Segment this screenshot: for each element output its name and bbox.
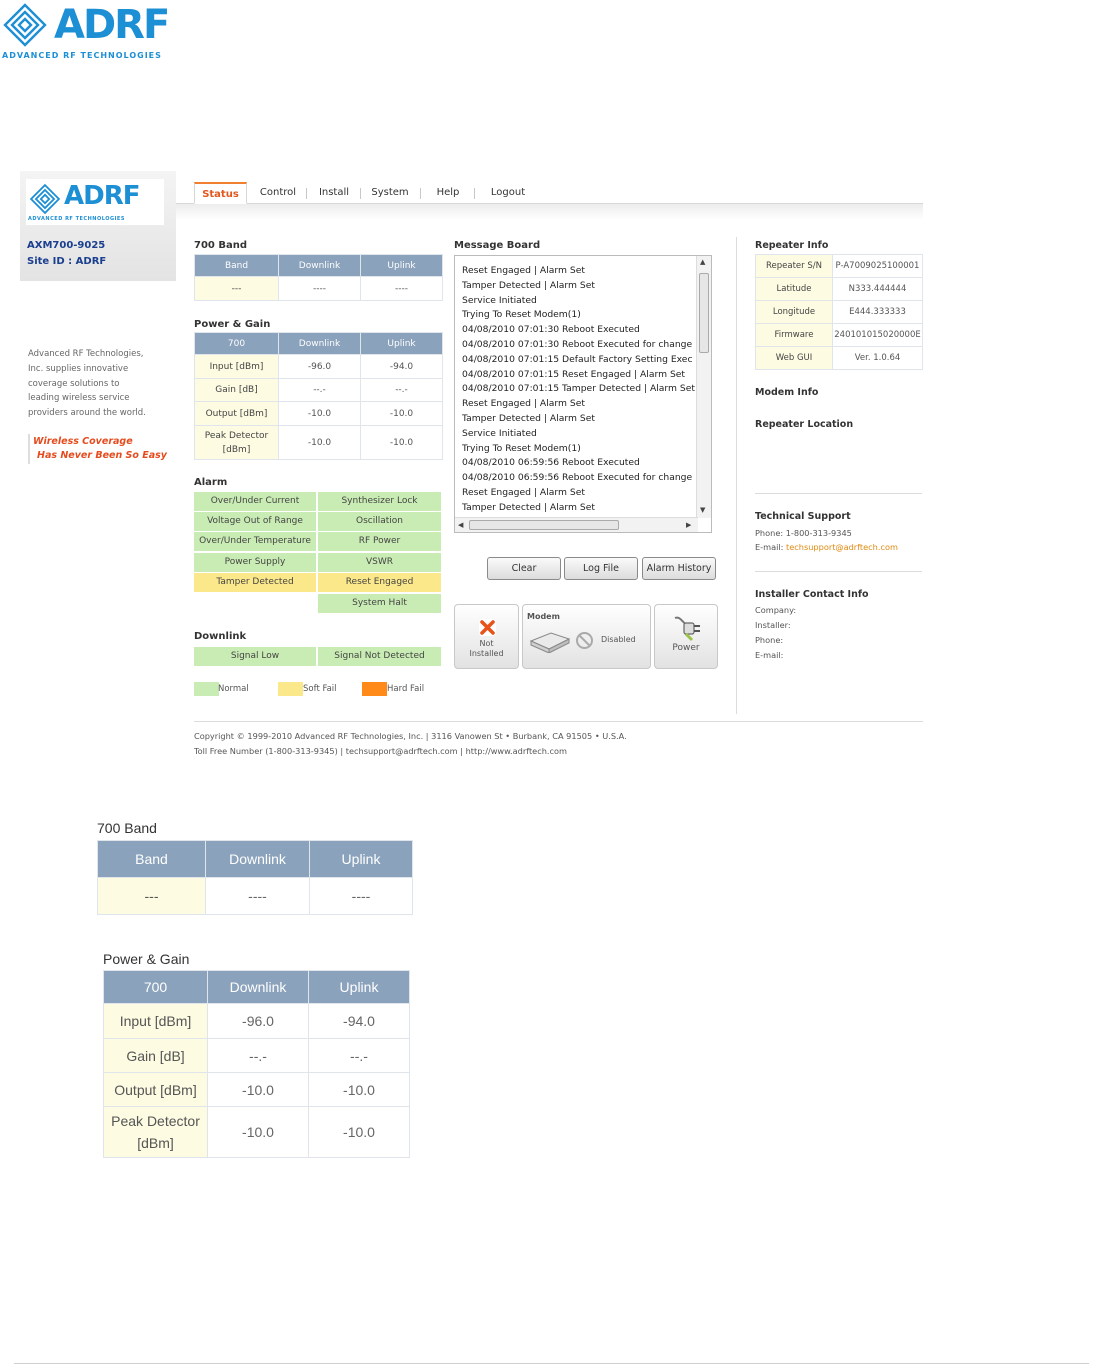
alarm-over-under-current: Over/Under Current [194, 492, 316, 511]
zoom-output-label: Output [dBm] [104, 1073, 208, 1107]
zoom-gain-uplink: --.- [309, 1039, 410, 1073]
message-line: Reset Engaged | Alarm Set [462, 265, 585, 276]
slogan-line-1: Wireless Coverage [33, 436, 133, 447]
longitude-label: Longitude [756, 301, 833, 324]
alarm-oscillation: Oscillation [318, 512, 441, 531]
tab-install[interactable]: Install [318, 187, 350, 198]
legend-soft-fail-swatch [278, 682, 303, 696]
sidebar-logo-tagline: ADVANCED RF TECHNOLOGIES [28, 216, 125, 222]
downlink-signal-not-detected: Signal Not Detected [318, 647, 441, 666]
horizontal-scroll-thumb[interactable] [469, 520, 619, 530]
firmware-value: 240101015020000E [833, 324, 923, 347]
slogan-line-2: Has Never Been So Easy [37, 450, 167, 461]
site-id: Site ID : ADRF [27, 256, 107, 267]
alarm-tamper-detected: Tamper Detected [194, 573, 316, 592]
logo-wordmark: ADRF [54, 2, 169, 48]
web-gui-value: Ver. 1.0.64 [833, 347, 923, 370]
sidebar-logo-wordmark: ADRF [64, 181, 140, 211]
disabled-icon [575, 631, 594, 650]
gain-label: Gain [dB] [195, 379, 279, 402]
log-file-button[interactable]: Log File [564, 557, 638, 580]
downlink-header: Downlink [279, 255, 361, 277]
band-value: --- [195, 277, 279, 301]
latitude-label: Latitude [756, 278, 833, 301]
zoom-band-uplink-value: ---- [310, 878, 413, 915]
sidebar-logo [26, 179, 164, 225]
peak-detector-uplink: -10.0 [361, 426, 443, 460]
scroll-up-icon[interactable]: ▲ [700, 258, 706, 266]
uplink-header: Uplink [361, 255, 443, 277]
alarm-rf-power: RF Power [318, 532, 441, 551]
alarm-vswr: VSWR [318, 553, 441, 572]
latitude-value: N333.444444 [833, 278, 923, 301]
zoom-uplink-header: Uplink [309, 971, 410, 1004]
power-plug-icon [672, 614, 702, 642]
legend-normal-label: Normal [218, 684, 249, 694]
adrf-logo-icon [2, 2, 48, 48]
message-line: Trying To Reset Modem(1) [462, 442, 581, 454]
tab-status[interactable]: Status [194, 182, 247, 204]
downlink-title: Downlink [194, 631, 247, 642]
message-log [462, 264, 698, 516]
band-title: 700 Band [194, 240, 248, 251]
message-line: Service Initiated [462, 427, 537, 439]
alarm-title: Alarm [194, 477, 228, 488]
zoom-power-gain-table [103, 970, 410, 1158]
message-line: Tamper Detected | Alarm Set [462, 501, 595, 513]
support-phone: Phone: 1-800-313-9345 [755, 528, 852, 538]
company-description: Advanced RF Technologies, Inc. supplies innovative coverage solutions to leading wireless service providers around the world. [28, 349, 146, 419]
message-line: 04/08/2010 07:01:15 Reset Engaged | Alarm Set [462, 368, 686, 380]
support-email-row [755, 542, 898, 552]
message-line: Tamper Detected | Alarm Set [462, 412, 595, 424]
downlink-signal-low: Signal Low [194, 647, 316, 666]
installer-phone: Phone: [755, 635, 784, 645]
zoom-peak-detector-label: Peak Detector [dBm] [104, 1107, 208, 1158]
logo-tagline: ADVANCED RF TECHNOLOGIES [2, 51, 162, 60]
close-icon [479, 619, 496, 636]
zoom-peak-detector-downlink: -10.0 [208, 1107, 309, 1158]
footer-copyright: Copyright © 1999-2010 Advanced RF Technologies, Inc. | 3116 Vanowen St • Burbank, CA 91505 • U.S.A. [194, 731, 627, 741]
vertical-scrollbar[interactable] [696, 256, 711, 518]
message-line: Trying To Reset Modem(1) [462, 309, 581, 321]
message-line: Tamper Detected | Alarm Set [462, 279, 595, 291]
not-installed-line-2: Installed [469, 649, 504, 658]
message-line: 04/08/2010 06:59:56 Reboot Executed for change [462, 472, 693, 484]
peak-detector-label: Peak Detector [dBm] [195, 426, 279, 460]
band-700-header: 700 [195, 333, 279, 355]
serial-label: Repeater S/N [756, 255, 833, 278]
zoom-band-table [97, 840, 413, 915]
repeater-info-table [755, 254, 923, 370]
footer-contact: Toll Free Number (1-800-313-9345) | techsupport@adrftech.com | http://www.adrftech.com [194, 746, 567, 756]
message-line: 04/08/2010 07:01:30 Reboot Executed [462, 324, 640, 336]
message-board[interactable] [454, 255, 712, 533]
message-line: Reset Engaged | Alarm Set [462, 398, 585, 410]
modem-info-title: Modem Info [755, 387, 819, 398]
tab-help[interactable]: Help [436, 187, 460, 198]
horizontal-scrollbar[interactable] [455, 517, 698, 532]
divider [755, 571, 922, 572]
zoom-700-header: 700 [104, 971, 208, 1004]
scroll-right-icon[interactable]: ▶ [686, 521, 692, 529]
legend-normal-swatch [194, 682, 219, 696]
modem-panel[interactable] [522, 604, 651, 669]
serial-value: P-A7009025100001 [833, 255, 923, 278]
zoom-band-header: Band [98, 841, 206, 878]
installer-email: E-mail: [755, 650, 784, 660]
tab-control[interactable]: Control [259, 187, 297, 198]
tab-separator [474, 188, 475, 199]
tab-separator [306, 188, 307, 199]
adrf-logo-icon [29, 183, 61, 215]
installer-contact-title: Installer Contact Info [755, 589, 869, 600]
zoom-band-title: 700 Band [97, 820, 157, 836]
model-name: AXM700-9025 [27, 240, 106, 251]
zoom-output-downlink: -10.0 [208, 1073, 309, 1107]
message-line: 04/08/2010 07:01:15 Default Factory Setting Exec [462, 353, 693, 365]
gain-uplink: --.- [361, 379, 443, 402]
power-gain-title: Power & Gain [194, 319, 271, 330]
footer-divider [194, 721, 923, 722]
output-uplink: -10.0 [361, 402, 443, 426]
alarm-system-halt: System Halt [318, 594, 441, 613]
nav-shadow [176, 204, 923, 220]
message-line: Service Initiated [462, 294, 537, 306]
adrf-document-logo [0, 0, 170, 62]
divider [755, 493, 922, 494]
page-bottom-rule [14, 1363, 1089, 1364]
installer-company: Company: [755, 605, 797, 615]
message-line: 04/08/2010 07:01:15 Tamper Detected | Alarm Set [462, 383, 696, 395]
technical-support-title: Technical Support [755, 511, 851, 522]
support-email-label: E-mail: [755, 542, 787, 552]
message-board-title: Message Board [454, 240, 541, 251]
gain-downlink: --.- [279, 379, 361, 402]
message-line: 04/08/2010 06:59:56 Reboot Executed [462, 457, 640, 469]
output-label: Output [dBm] [195, 402, 279, 426]
modem-icon [529, 629, 571, 653]
modem-state: Disabled [601, 635, 636, 644]
legend-hard-fail-label: Hard Fail [387, 684, 425, 694]
zoom-gain-label: Gain [dB] [104, 1039, 208, 1073]
modem-title: Modem [527, 612, 560, 621]
downlink-header: Downlink [279, 333, 361, 355]
alarm-reset-engaged: Reset Engaged [318, 573, 441, 592]
zoom-input-label: Input [dBm] [104, 1004, 208, 1039]
not-installed-panel[interactable] [454, 604, 519, 669]
output-downlink: -10.0 [279, 402, 361, 426]
zoom-downlink-header: Downlink [208, 971, 309, 1004]
alarm-power-supply: Power Supply [194, 553, 316, 572]
scroll-down-icon[interactable]: ▼ [700, 506, 706, 514]
vertical-scroll-thumb[interactable] [699, 273, 709, 353]
support-email-link[interactable]: techsupport@adrftech.com [786, 542, 898, 552]
alarm-over-under-temperature: Over/Under Temperature [194, 532, 316, 551]
tab-logout[interactable]: Logout [490, 187, 526, 198]
zoom-input-uplink: -94.0 [309, 1004, 410, 1039]
not-installed-line-1: Not [479, 639, 494, 648]
installer-name: Installer: [755, 620, 791, 630]
legend-soft-fail-label: Soft Fail [303, 684, 337, 694]
web-gui-label: Web GUI [756, 347, 833, 370]
zoom-power-gain-title: Power & Gain [103, 951, 190, 967]
longitude-value: E444.333333 [833, 301, 923, 324]
input-uplink: -94.0 [361, 355, 443, 379]
zoom-gain-downlink: --.- [208, 1039, 309, 1073]
repeater-info-title: Repeater Info [755, 240, 829, 251]
scroll-left-icon[interactable]: ◀ [458, 521, 464, 529]
band-uplink-value: ---- [361, 277, 443, 301]
zoom-output-uplink: -10.0 [309, 1073, 410, 1107]
web-gui-screenshot [20, 171, 923, 761]
zoom-peak-detector-uplink: -10.0 [309, 1107, 410, 1158]
band-header: Band [195, 255, 279, 277]
alarm-synthesizer-lock: Synthesizer Lock [318, 492, 441, 511]
uplink-header: Uplink [361, 333, 443, 355]
message-line: 04/08/2010 07:01:30 Reboot Executed for change [462, 338, 693, 350]
zoom-downlink-header: Downlink [206, 841, 310, 878]
zoom-band-downlink-value: ---- [206, 878, 310, 915]
legend-hard-fail-swatch [362, 682, 387, 696]
tab-separator [420, 188, 421, 199]
power-gain-table [194, 332, 443, 460]
band-downlink-value: ---- [279, 277, 361, 301]
zoom-input-downlink: -96.0 [208, 1004, 309, 1039]
clear-button[interactable]: Clear [487, 557, 561, 580]
peak-detector-downlink: -10.0 [279, 426, 361, 460]
slogan-banner [28, 434, 167, 464]
message-line: Reset Engaged | Alarm Set [462, 486, 585, 498]
input-downlink: -96.0 [279, 355, 361, 379]
input-label: Input [dBm] [195, 355, 279, 379]
power-label: Power [672, 643, 700, 653]
band-table [194, 254, 443, 301]
column-divider [736, 237, 737, 714]
tab-separator [360, 188, 361, 199]
zoom-band-value: --- [98, 878, 206, 915]
firmware-label: Firmware [756, 324, 833, 347]
tab-system[interactable]: System [371, 187, 409, 198]
sidebar-header [20, 171, 176, 281]
repeater-location-title: Repeater Location [755, 419, 854, 430]
power-panel[interactable] [654, 604, 718, 669]
zoom-uplink-header: Uplink [310, 841, 413, 878]
alarm-voltage-out-of-range: Voltage Out of Range [194, 512, 316, 531]
alarm-history-button[interactable]: Alarm History [642, 557, 716, 580]
